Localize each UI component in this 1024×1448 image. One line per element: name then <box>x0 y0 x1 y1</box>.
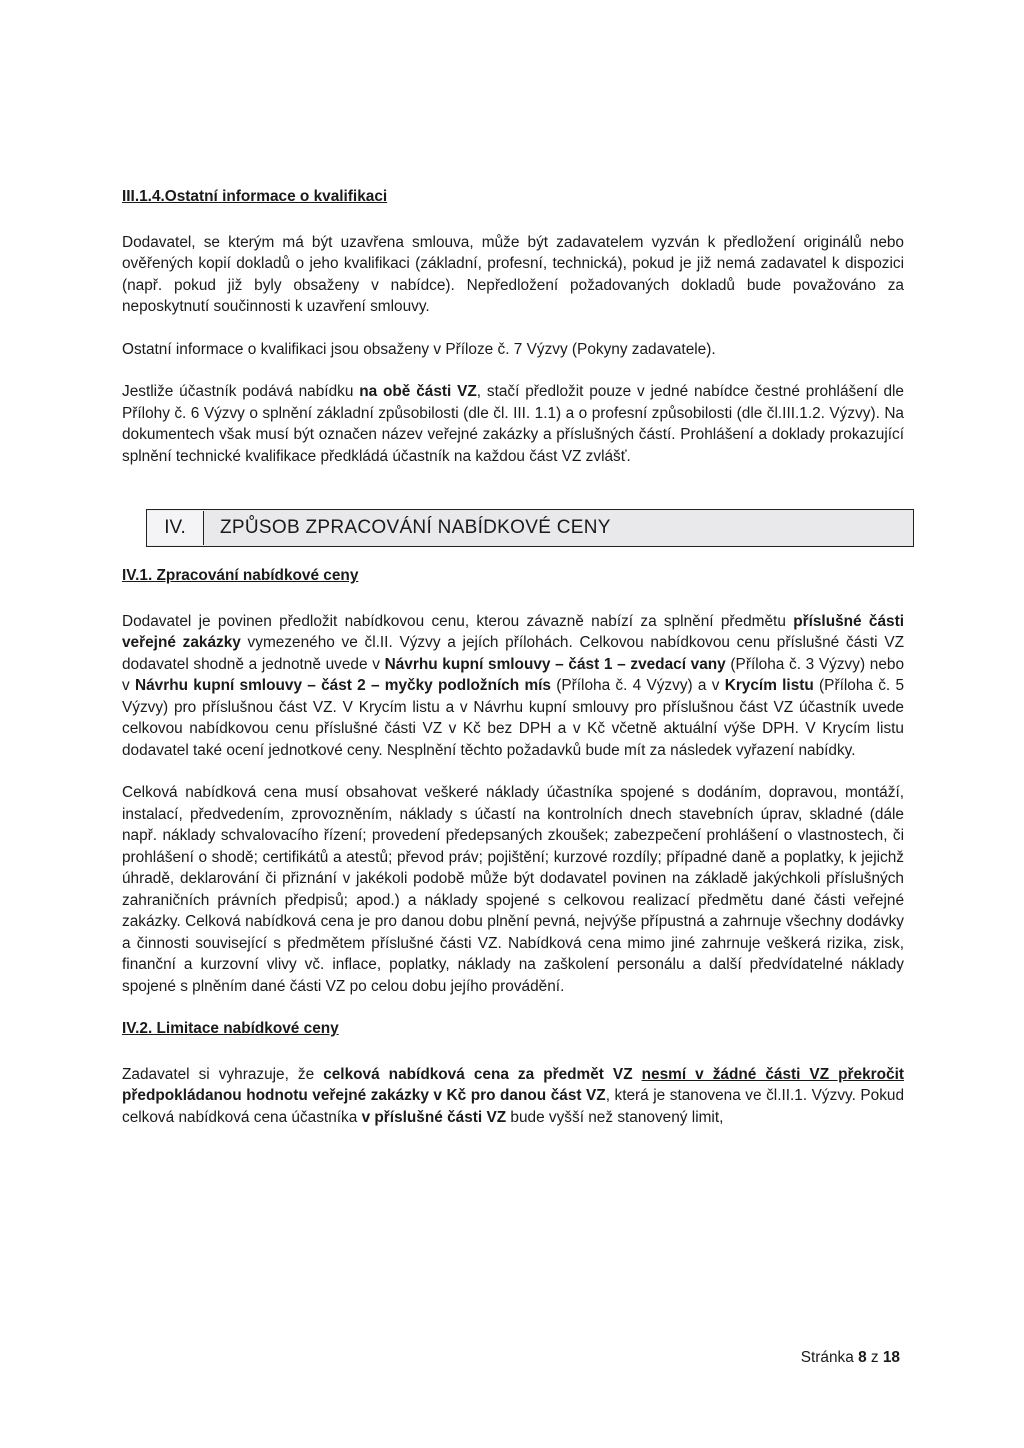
page-footer: Stránka 8 z 18 <box>800 1349 900 1366</box>
section-header-iv <box>146 509 914 547</box>
page-total: 18 <box>882 1349 900 1366</box>
paragraph-price-submission: Dodavatel je povinen předložit nabídkovou cenu, kterou závazně nabízí za splnění předmětu příslušné části veřejné zakázky vymezeného ve čl.II. Výzvy a jejích přílohách. Celkovou nabídkovou cenu příslušné části VZ dodavatel shodně a jednotně uvede v Návrhu kupní smlouvy – část 1 – zvedací vany (Příloha č. 3 Výzvy) nebo v Návrhu kupní smlouvy – část 2 – myčky podložních mís (Příloha č. 4 Výzvy) a v Krycím listu (Příloha č. 5 Výzvy) pro příslušnou část VZ. V Krycím listu a v Návrhu kupní smlouvy pro příslušnou část VZ účastník uvede celkovou nabídkovou cenu příslušné části VZ v Kč bez DPH a v Kč včetně aktuální výše DPH. V Krycím listu dodavatel také ocení jednotkové ceny. Nesplnění těchto požadavků bude mít za následek vyřazení nabídky. <box>122 612 905 759</box>
paragraph-qualification-info: Ostatní informace o kvalifikaci jsou obsaženy v Příloze č. 7 Výzvy (Pokyny zadavatele). <box>122 340 716 358</box>
paragraph-price-limit: Zadavatel si vyhrazuje, že celková nabídková cena za předmět VZ nesmí v žádné části VZ překročit předpokládanou hodnotu veřejné zakázky v Kč pro danou část VZ, která je stanovena ve čl.II.1. Výzvy. Pokud celková nabídková cena účastníka v příslušné části VZ bude vyšší než stanovený limit, <box>122 1065 905 1126</box>
paragraph-both-parts: Jestliže účastník podává nabídku na obě části VZ, stačí předložit pouze v jedné nabídce čestné prohlášení dle Přílohy č. 6 Výzvy o splnění základní způsobilosti (dle čl. III. 1.1) a o profesní způsobilosti (dle čl.III.1.2. Výzvy). Na dokumentech však musí být označen název veřejné zakázky a příslušných částí. Prohlášení a doklady prokazující splnění technické kvalifikace předkládá účastník na každou část VZ zvlášť. <box>122 383 904 465</box>
section-heading-iv-1: IV.1. Zpracování nabídkové ceny <box>122 567 359 584</box>
page-number: 8 <box>858 1349 867 1366</box>
section-number: IV. <box>147 511 204 545</box>
section-heading-iv-2: IV.2. Limitace nabídkové ceny <box>122 1020 339 1037</box>
paragraph-qualification-originals: Dodavatel, se kterým má být uzavřena smlouva, může být zadavatelem vyzván k předložení originálů nebo ověřených kopií dokladů o jeho kvalifikaci (základní, profesní, technická), pokud je již nemá zadavatel k dispozici (např. pokud již byly obsaženy v nabídce). Nepředložení požadovaných dokladů bude považováno za neposkytnutí součinnosti k uzavření smlouvy. <box>122 233 904 315</box>
page-content <box>122 186 904 1149</box>
paragraph-total-price-costs: Celková nabídková cena musí obsahovat veškeré náklady účastníka spojené s dodáním, dopravou, montáží, instalací, předvedením, zprovozněním, náklady s účastí na kontrolních dnech stavebních úprav, skladné (dále např. náklady schvalovacího řízení; provedení předepsaných zkoušek; zabezpečení prohlášení o vlastnostech, či prohlášení o shodě; certifikátů a atestů; převod práv; pojištění; kurzové rozdíly; případné daně a poplatky, k jejichž úhradě, deklarování či přiznání v jakékoli podobě může být dodavatel povinen na základě jakýchkoli příslušných zahraničních právních předpisů; apod.) a náklady spojené s celkovou realizací předmětu dané části veřejné zakázky. Celková nabídková cena je pro danou dobu plnění pevná, nejvýše přípustná a zahrnuje všechny dodávky a činnosti související s předmětem příslušné části VZ. Nabídková cena mimo jiné zahrnuje veškerá rizika, zisk, finanční a kurzovní vlivy vč. inflace, poplatky, náklady na zaškolení personálu a další předvídatelné náklady spojené s plněním dané části VZ po celou dobu jejího provádění. <box>122 784 904 995</box>
section-heading-iii-1-4: III.1.4.Ostatní informace o kvalifikaci <box>122 188 388 205</box>
section-title: ZPŮSOB ZPRACOVÁNÍ NABÍDKOVÉ CENY <box>220 517 611 539</box>
